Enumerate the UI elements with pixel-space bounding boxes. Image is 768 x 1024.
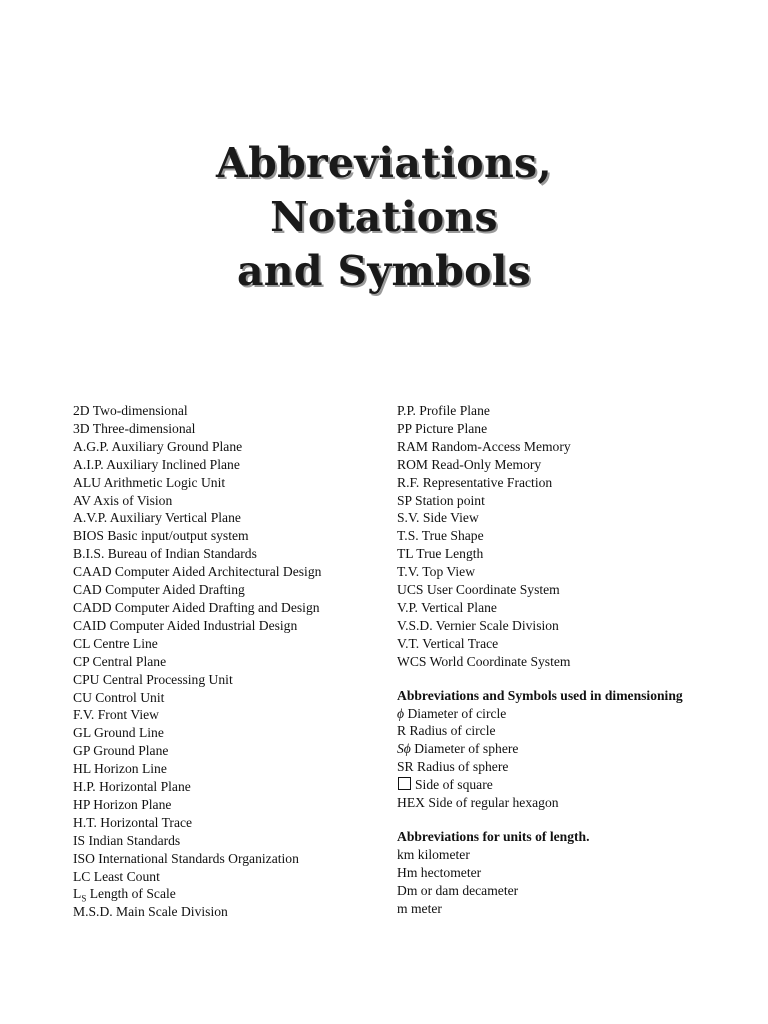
list-item: B.I.S. Bureau of Indian Standards [73, 546, 257, 562]
list-item: BIOS Basic input/output system [73, 528, 249, 544]
list-item: SP Station point [397, 492, 485, 508]
list-item: AV Axis of Vision [73, 492, 173, 508]
title-line-3: and Symbols [236, 247, 532, 295]
list-item: CP Central Plane [73, 653, 167, 669]
list-item: 3D Three-dimensional [73, 420, 196, 436]
dim-hex: HEX Side of regular hexagon [397, 795, 559, 811]
dim-radius: R Radius of circle [397, 723, 496, 739]
right-column [397, 402, 737, 917]
list-item: UCS User Coordinate System [397, 582, 560, 598]
dim-sphere-diameter-text: Diameter of sphere [410, 741, 519, 757]
list-item: CAD Computer Aided Drafting [73, 582, 245, 598]
list-item: CL Centre Line [73, 635, 158, 651]
list-item: A.I.P. Auxiliary Inclined Plane [73, 456, 240, 472]
list-item: P.P. Profile Plane [397, 403, 490, 418]
page-title [0, 136, 768, 298]
list-item: HP Horizon Plane [73, 796, 172, 812]
dim-sphere-radius: SR Radius of sphere [397, 759, 509, 775]
unit-item: km kilometer [397, 846, 470, 862]
scale-symbol: L [73, 886, 82, 902]
list-item: GP Ground Plane [73, 743, 169, 759]
list-item: CAID Computer Aided Industrial Design [73, 617, 298, 633]
list-item: A.G.P. Auxiliary Ground Plane [73, 438, 243, 454]
list-item: V.S.D. Vernier Scale Division [397, 617, 559, 633]
list-item-length-of-scale [73, 885, 373, 903]
square-outline-icon [398, 777, 411, 790]
list-item: T.V. Top View [397, 564, 476, 580]
list-item: CPU Central Processing Unit [73, 671, 233, 687]
title-line-2: Notations [270, 193, 498, 241]
left-column [73, 402, 373, 921]
list-item: S.V. Side View [397, 510, 479, 526]
list-item: H.P. Horizontal Plane [73, 779, 191, 795]
dim-sphere-diameter [397, 740, 737, 758]
unit-item: m meter [397, 900, 442, 916]
title-line-1: Abbreviations, [215, 139, 553, 187]
list-item: ISO International Standards Organization [73, 850, 299, 866]
list-item: CAAD Computer Aided Architectural Design [73, 564, 322, 580]
list-item: CADD Computer Aided Drafting and Design [73, 599, 320, 615]
list-item: IS Indian Standards [73, 832, 181, 848]
list-item: V.T. Vertical Trace [397, 635, 499, 651]
list-item: GL Ground Line [73, 725, 164, 741]
list-item: ALU Arithmetic Logic Unit [73, 474, 226, 490]
dim-diameter-text: Diameter of circle [404, 705, 507, 721]
list-item: 2D Two-dimensional [73, 403, 188, 418]
unit-item: Dm or dam decameter [397, 882, 519, 898]
list-item: RAM Random-Access Memory [397, 438, 571, 454]
list-item: R.F. Representative Fraction [397, 474, 553, 490]
dim-diameter [397, 705, 737, 723]
list-item: CU Control Unit [73, 689, 165, 705]
dim-square-text: Side of square [415, 777, 493, 793]
list-item: PP Picture Plane [397, 420, 488, 436]
list-item: A.V.P. Auxiliary Vertical Plane [73, 510, 241, 526]
list-item: V.P. Vertical Plane [397, 599, 497, 615]
dimensioning-heading: Abbreviations and Symbols used in dimensioning [397, 687, 683, 703]
dim-square [397, 776, 737, 794]
unit-item: Hm hectometer [397, 864, 482, 880]
list-item: LC Least Count [73, 868, 160, 884]
list-item: TL True Length [397, 546, 484, 562]
list-item: F.V. Front View [73, 707, 159, 723]
list-item: T.S. True Shape [397, 528, 484, 544]
list-item: M.S.D. Main Scale Division [73, 904, 228, 920]
list-item: WCS World Coordinate System [397, 653, 571, 669]
phi-symbol: ϕ [397, 705, 405, 721]
scale-subscript: S [81, 894, 87, 905]
scale-text: Length of Scale [86, 886, 176, 902]
s-phi-symbol: Sϕ [397, 741, 411, 757]
list-item: HL Horizon Line [73, 761, 167, 777]
list-item: ROM Read-Only Memory [397, 456, 542, 472]
list-item: H.T. Horizontal Trace [73, 814, 193, 830]
units-heading: Abbreviations for units of length. [397, 828, 590, 844]
